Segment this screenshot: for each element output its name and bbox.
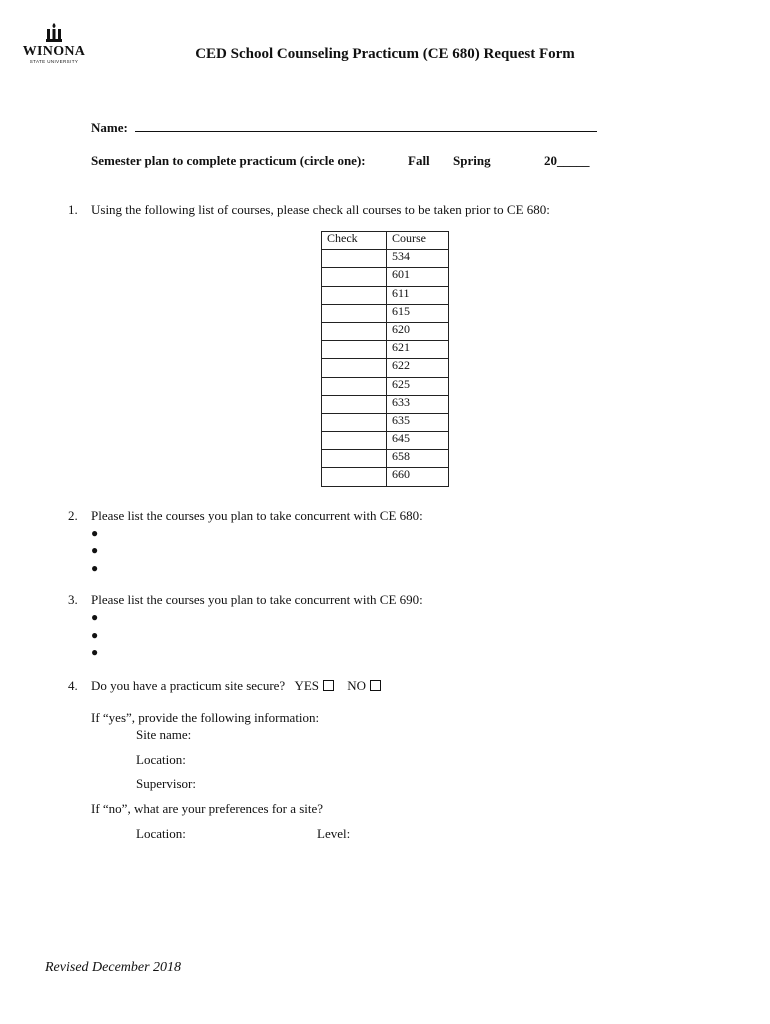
- if-no-text: If “no”, what are your preferences for a site?: [91, 801, 324, 816]
- check-cell[interactable]: [322, 395, 387, 413]
- semester-label: Semester plan to complete practicum (circle one):: [91, 153, 366, 168]
- check-cell[interactable]: [322, 432, 387, 450]
- table-row: [322, 268, 449, 286]
- table-row: [322, 359, 449, 377]
- location-label: Location:: [136, 752, 186, 767]
- q2-bullet-1: ●: [91, 526, 99, 540]
- table-row: [322, 468, 449, 486]
- course-cell: 620: [387, 322, 449, 340]
- check-cell[interactable]: [322, 250, 387, 268]
- course-cell: 625: [387, 377, 449, 395]
- q3-number: 3.: [68, 592, 78, 607]
- q2-text: Please list the courses you plan to take concurrent with CE 680:: [91, 508, 423, 523]
- site-name-label: Site name:: [136, 727, 192, 742]
- winona-crest-icon: [44, 22, 64, 44]
- q2-bullet-2: ●: [91, 543, 99, 557]
- name-row: [91, 119, 597, 136]
- q3-text: Please list the courses you plan to take concurrent with CE 690:: [91, 592, 423, 607]
- course-cell: 615: [387, 304, 449, 322]
- logo-subtitle: STATE UNIVERSITY: [29, 59, 79, 64]
- check-cell[interactable]: [322, 322, 387, 340]
- course-cell: 601: [387, 268, 449, 286]
- q2-bullet-3: ●: [91, 561, 99, 575]
- check-cell[interactable]: [322, 304, 387, 322]
- name-field[interactable]: [135, 119, 597, 132]
- pref-level-label: Level:: [317, 826, 351, 841]
- pref-location-label: Location:: [136, 826, 186, 841]
- course-cell: 645: [387, 432, 449, 450]
- yes-checkbox[interactable]: [323, 680, 334, 691]
- logo-wordmark: WINONA: [22, 44, 86, 59]
- semester-option-fall[interactable]: Fall: [408, 153, 430, 168]
- table-row: [322, 450, 449, 468]
- semester-option-spring[interactable]: Spring: [453, 153, 491, 168]
- course-cell: 635: [387, 413, 449, 431]
- q2-number: 2.: [68, 508, 78, 523]
- q4-text: Do you have a practicum site secure?: [91, 678, 286, 693]
- course-cell: 658: [387, 450, 449, 468]
- q4-number: 4.: [68, 678, 78, 693]
- header-course: Course: [387, 232, 449, 250]
- table-row: [322, 322, 449, 340]
- course-checklist-table: [321, 231, 449, 487]
- no-checkbox[interactable]: [370, 680, 381, 691]
- table-row: [322, 341, 449, 359]
- header-check: Check: [322, 232, 387, 250]
- table-row: [322, 304, 449, 322]
- course-cell: 633: [387, 395, 449, 413]
- yes-label: YES: [294, 678, 320, 693]
- table-row: [322, 286, 449, 304]
- check-cell[interactable]: [322, 377, 387, 395]
- q3-bullet-1: ●: [91, 610, 99, 624]
- course-cell: 622: [387, 359, 449, 377]
- no-label: NO: [347, 678, 367, 693]
- table-row: [322, 413, 449, 431]
- check-cell[interactable]: [322, 468, 387, 486]
- supervisor-label: Supervisor:: [136, 776, 196, 791]
- table-header-row: [322, 232, 449, 250]
- check-cell[interactable]: [322, 450, 387, 468]
- table-row: [322, 377, 449, 395]
- table-row: [322, 250, 449, 268]
- table-row: [322, 432, 449, 450]
- check-cell[interactable]: [322, 268, 387, 286]
- name-label: Name:: [91, 120, 128, 135]
- check-cell[interactable]: [322, 286, 387, 304]
- if-yes-text: If “yes”, provide the following information:: [91, 710, 320, 725]
- course-cell: 534: [387, 250, 449, 268]
- course-cell: 621: [387, 341, 449, 359]
- check-cell[interactable]: [322, 359, 387, 377]
- q3-bullet-2: ●: [91, 628, 99, 642]
- q1-text: Using the following list of courses, please check all courses to be taken prior to CE 680:: [91, 202, 550, 217]
- semester-year-prefix: 20: [544, 153, 557, 168]
- table-row: [322, 395, 449, 413]
- course-cell: 611: [387, 286, 449, 304]
- page-title: CED School Counseling Practicum (CE 680) Request Form: [195, 46, 575, 62]
- semester-year[interactable]: [544, 153, 590, 169]
- course-cell: 660: [387, 468, 449, 486]
- revision-footer: Revised December 2018: [45, 960, 182, 975]
- q1-number: 1.: [68, 202, 78, 217]
- check-cell[interactable]: [322, 341, 387, 359]
- q3-bullet-3: ●: [91, 645, 99, 659]
- q4-question: [91, 678, 381, 694]
- semester-year-blank: _____: [557, 153, 590, 168]
- check-cell[interactable]: [322, 413, 387, 431]
